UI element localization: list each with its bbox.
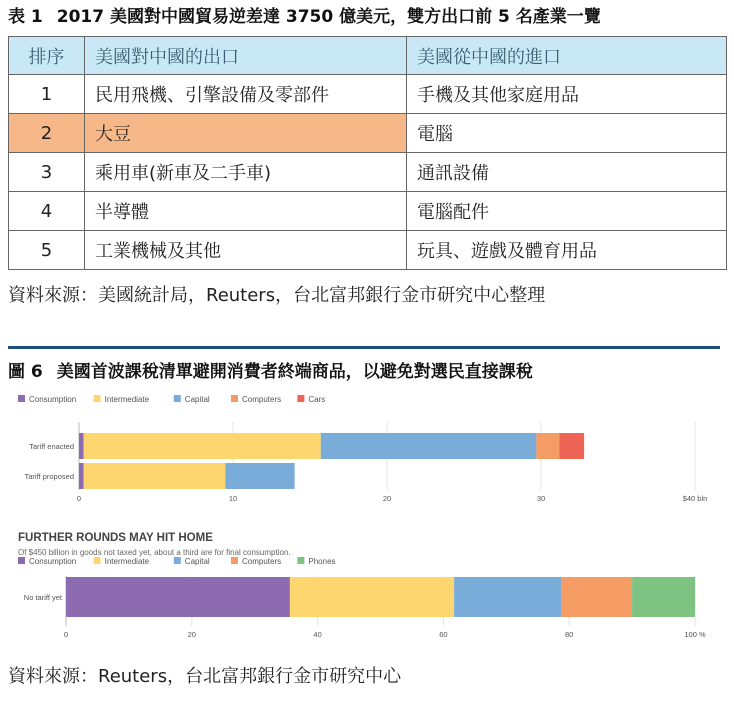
figure-label: 圖 6	[8, 362, 43, 382]
legend-label-cars: Cars	[308, 395, 326, 404]
x-tick-label: 60	[439, 630, 448, 639]
table-row	[9, 231, 727, 270]
table-title-text: 2017 美國對中國貿易逆差達 3750 億美元，雙方出口前 5 名產業一覽	[56, 7, 601, 27]
legend-label-intermediate: Intermediate	[104, 395, 150, 404]
us-export-cell: 工業機械及其他	[85, 231, 407, 270]
us-export-cell: 民用飛機、引擎設備及零部件	[85, 75, 407, 114]
table-source-note: 資料來源：美國統計局，Reuters，台北富邦銀行金市研究中心整理	[8, 285, 546, 306]
rank-cell: 3	[9, 153, 85, 192]
bar-segment-capital	[454, 577, 561, 617]
table-header-row	[9, 37, 727, 75]
category-label: Tariff enacted	[29, 442, 74, 451]
trade-table	[8, 36, 727, 270]
legend-swatch-consumption	[18, 557, 25, 564]
legend-swatch-consumption	[18, 395, 25, 402]
us-export-cell: 大豆	[85, 114, 407, 153]
figure-source-note: 資料來源：Reuters，台北富邦銀行金市研究中心	[8, 666, 402, 687]
legend-swatch-intermediate	[94, 395, 101, 402]
category-label: No tariff yet	[23, 593, 62, 602]
us-export-cell: 乘用車(新車及二手車)	[85, 153, 407, 192]
figure-title	[8, 357, 533, 382]
legend-label-intermediate: Intermediate	[104, 557, 150, 566]
tariff-chart	[0, 390, 734, 510]
legend-label-phones: Phones	[308, 557, 336, 566]
table-row	[9, 153, 727, 192]
x-tick-label: 100 %	[684, 630, 706, 639]
x-tick-label: 40	[313, 630, 322, 639]
china-export-cell: 電腦	[407, 114, 727, 153]
legend-swatch-capital	[174, 395, 181, 402]
figure-title-text: 美國首波課稅清單避開消費者終端商品，以避免對選民直接課稅	[56, 362, 533, 382]
x-tick-label: 20	[382, 494, 392, 503]
legend-label-computers: Computers	[242, 395, 282, 404]
rank-cell: 1	[9, 75, 85, 114]
table-title	[8, 2, 601, 27]
legend-swatch-intermediate	[94, 557, 101, 564]
chart-title: FURTHER ROUNDS MAY HIT HOME	[18, 532, 213, 544]
rank-cell: 4	[9, 192, 85, 231]
legend-label-capital: Capital	[184, 557, 210, 566]
x-tick-label: 0	[76, 494, 82, 503]
bar-segment-capital	[321, 433, 537, 459]
bar-segment-intermediate	[84, 433, 321, 459]
china-export-cell: 玩具、遊戲及體育用品	[407, 231, 727, 270]
table-label: 表 1	[8, 7, 43, 27]
legend-swatch-capital	[174, 557, 181, 564]
bar-segment-intermediate	[290, 577, 454, 617]
bar-segment-computers	[561, 577, 632, 617]
x-tick-label: 20	[187, 630, 196, 639]
bar-segment-capital	[225, 463, 294, 489]
legend-label-computers: Computers	[242, 557, 282, 566]
x-tick-label: 80	[565, 630, 574, 639]
x-tick-label: $40 bln	[682, 494, 708, 503]
bar-segment-consumption	[66, 577, 290, 617]
legend-swatch-computers	[231, 557, 238, 564]
legend-label-consumption: Consumption	[29, 395, 77, 404]
category-label: Tariff proposed	[24, 472, 74, 481]
table-row	[9, 192, 727, 231]
us-export-cell: 半導體	[85, 192, 407, 231]
table-row-highlighted	[9, 114, 727, 153]
header-china-exports: 美國從中國的進口	[407, 37, 727, 75]
china-export-cell: 手機及其他家庭用品	[407, 75, 727, 114]
legend-swatch-phones	[297, 557, 304, 564]
header-us-exports: 美國對中國的出口	[85, 37, 407, 75]
table-row	[9, 75, 727, 114]
china-export-cell: 通訊設備	[407, 153, 727, 192]
section-divider	[8, 346, 720, 349]
legend-swatch-computers	[231, 395, 238, 402]
china-export-cell: 電腦配件	[407, 192, 727, 231]
bar-segment-intermediate	[84, 463, 226, 489]
bar-segment-computers	[536, 433, 559, 459]
bar-segment-consumption	[79, 463, 84, 489]
chart-subtitle: Of $450 billion in goods not taxed yet, about a third are for final consumption.	[18, 548, 291, 557]
x-tick-label: 0	[63, 630, 69, 639]
bar-segment-cars	[559, 433, 584, 459]
header-rank: 排序	[9, 37, 85, 75]
legend-swatch-cars	[297, 395, 304, 402]
rank-cell: 2	[9, 114, 85, 153]
rank-cell: 5	[9, 231, 85, 270]
bar-segment-consumption	[79, 433, 84, 459]
legend-label-consumption: Consumption	[29, 557, 77, 566]
x-tick-label: 30	[536, 494, 546, 503]
bar-segment-phones	[632, 577, 695, 617]
further-rounds-chart	[0, 524, 734, 644]
x-tick-label: 10	[228, 494, 238, 503]
legend-label-capital: Capital	[184, 395, 210, 404]
